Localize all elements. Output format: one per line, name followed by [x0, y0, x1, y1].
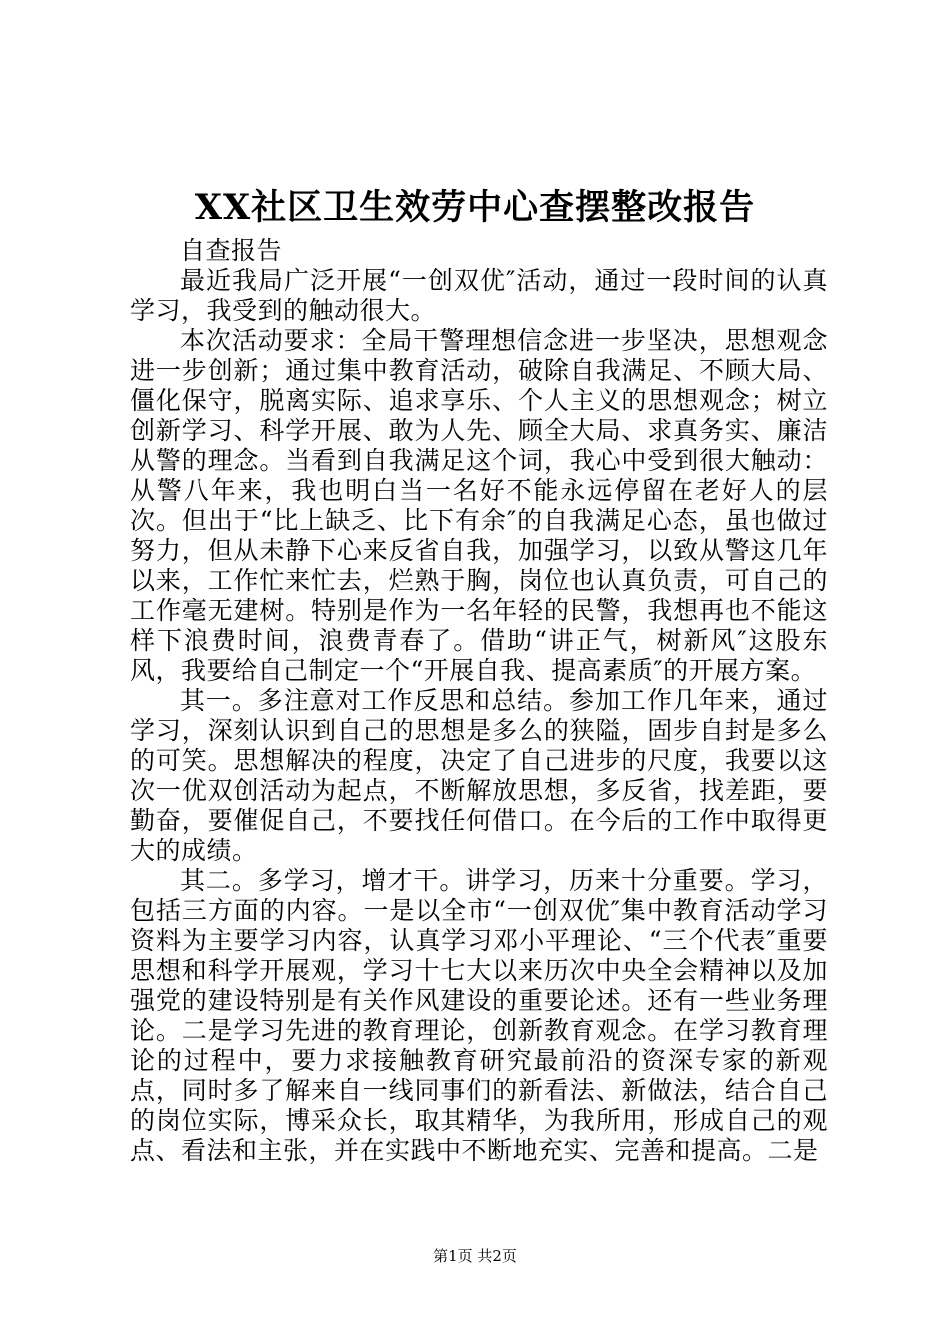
paragraph-requirements: 本次活动要求：全局干警理想信念进一步坚决，思想观念进一步创新；通过集中教育活动，破除自我满足、不顾大局、僵化保守，脱离实际、追求享乐、个人主义的思想观念；树立创新学习、科学开展、敢为人先、顾全大局、求真务实、廉洁从警的理念。当看到自我满足这个词，我心中受到很大触动：从警八年来，我也明白当一名好不能永远停留在老好人的层次。但出于“比上缺乏、比下有余″的自我满足心态，虽也做过努力，但从未静下心来反省自我，加强学习，以致从警这几年以来，工作忙来忙去，烂熟于胸，岗位也认真负责，可自己的工作毫无建树。特别是作为一名年轻的民警，我想再也不能这样下浪费时间，浪费青春了。借助“讲正气，树新风″这股东风，我要给自己制定一个“开展自我、提高素质″的开展方案。 — [130, 326, 828, 685]
paragraph-point-one: 其一。多注意对工作反思和总结。参加工作几年来，通过学习，深刻认识到自己的思想是多么的狭隘，固步自封是多么的可笑。思想解决的程度，决定了自己进步的尺度，我要以这次一优双创活动为起点，不断解放思想，多反省，找差距，要勤奋，要催促自己，不要找任何借口。在今后的工作中取得更大的成绩。 — [130, 686, 828, 865]
document-title: XX社区卫生效劳中心查摆整改报告 — [194, 187, 756, 228]
paragraph-heading: 自查报告 — [180, 236, 283, 265]
document-body — [130, 236, 828, 1166]
page-number-footer: 第1页 共2页 — [433, 1247, 517, 1265]
paragraph-point-two: 其二。多学习，增才干。讲学习，历来十分重要。学习，包括三方面的内容。一是以全市“一创双优″集中教育活动学习资料为主要学习内容，认真学习邓小平理论、“三个代表″重要思想和科学开展观，学习十七大以来历次中央全会精神以及加强党的建设特别是有关作风建设的重要论述。还有一些业务理论。二是学习先进的教育理论，创新教育观念。在学习教育理论的过程中，要力求接触教育研究最前沿的资深专家的新观点，同时多了解来自一线同事们的新看法、新做法，结合自己的岗位实际，博采众长，取其精华，为我所用，形成自己的观点、看法和主张，并在实践中不断地充实、完善和提高。二是 — [130, 866, 828, 1165]
paragraph-intro: 最近我局广泛开展“一创双优″活动，通过一段时间的认真学习，我受到的触动很大。 — [130, 266, 828, 325]
